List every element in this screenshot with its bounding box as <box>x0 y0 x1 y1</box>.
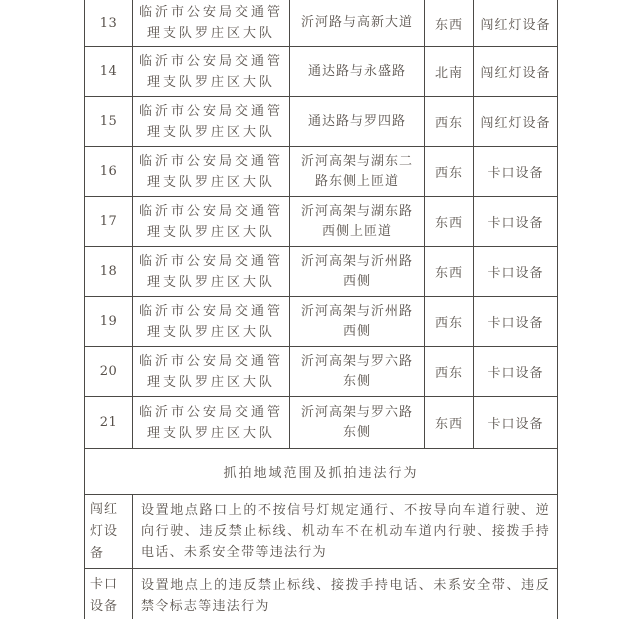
direction-cell: 西东 <box>425 147 474 197</box>
legend-row <box>85 495 558 569</box>
device-type-cell: 卡口设备 <box>474 147 558 197</box>
org-cell: 临沂市公安局交通管理支队罗庄区大队 <box>133 47 290 97</box>
table-row <box>85 397 558 449</box>
location-cell: 沂河路与高新大道 <box>290 0 425 47</box>
org-cell: 临沂市公安局交通管理支队罗庄区大队 <box>133 0 290 47</box>
table-row <box>85 347 558 397</box>
device-type-cell: 卡口设备 <box>474 347 558 397</box>
org-cell: 临沂市公安局交通管理支队罗庄区大队 <box>133 97 290 147</box>
direction-cell: 东西 <box>425 397 474 449</box>
direction-cell: 西东 <box>425 97 474 147</box>
row-number-cell: 15 <box>85 97 133 147</box>
row-number-cell: 18 <box>85 247 133 297</box>
table-row <box>85 0 558 47</box>
org-cell: 临沂市公安局交通管理支队罗庄区大队 <box>133 247 290 297</box>
device-type-cell: 闯红灯设备 <box>474 0 558 47</box>
row-number-cell: 16 <box>85 147 133 197</box>
row-number-cell: 14 <box>85 47 133 97</box>
direction-cell: 东西 <box>425 247 474 297</box>
direction-cell: 东西 <box>425 197 474 247</box>
table-row <box>85 47 558 97</box>
legend-label: 卡口设备 <box>85 569 133 619</box>
location-cell: 沂河高架与沂州路西侧 <box>290 297 425 347</box>
legend-row <box>85 569 558 619</box>
location-cell: 沂河高架与湖东路西侧上匝道 <box>290 197 425 247</box>
location-cell: 沂河高架与罗六路东侧 <box>290 347 425 397</box>
org-cell: 临沂市公安局交通管理支队罗庄区大队 <box>133 147 290 197</box>
table-row <box>85 97 558 147</box>
capture-devices-table <box>84 0 558 619</box>
direction-cell: 西东 <box>425 347 474 397</box>
device-type-cell: 卡口设备 <box>474 297 558 347</box>
location-cell: 沂河高架与罗六路东侧 <box>290 397 425 449</box>
row-number-cell: 21 <box>85 397 133 449</box>
device-type-cell: 闯红灯设备 <box>474 47 558 97</box>
org-cell: 临沂市公安局交通管理支队罗庄区大队 <box>133 347 290 397</box>
org-cell: 临沂市公安局交通管理支队罗庄区大队 <box>133 197 290 247</box>
location-cell: 通达路与罗四路 <box>290 97 425 147</box>
table-row <box>85 247 558 297</box>
device-type-cell: 卡口设备 <box>474 397 558 449</box>
org-cell: 临沂市公安局交通管理支队罗庄区大队 <box>133 397 290 449</box>
table-row <box>85 197 558 247</box>
row-number-cell: 19 <box>85 297 133 347</box>
device-type-cell: 卡口设备 <box>474 197 558 247</box>
table-row <box>85 147 558 197</box>
section-title: 抓拍地域范围及抓拍违法行为 <box>85 449 558 495</box>
row-number-cell: 17 <box>85 197 133 247</box>
direction-cell: 北南 <box>425 47 474 97</box>
table-row <box>85 297 558 347</box>
location-cell: 沂河高架与湖东二路东侧上匝道 <box>290 147 425 197</box>
legend-description: 设置地点上的违反禁止标线、接拨手持电话、未系安全带、违反禁令标志等违法行为 <box>133 569 558 619</box>
row-number-cell: 13 <box>85 0 133 47</box>
section-title-row <box>85 449 558 495</box>
legend-description: 设置地点路口上的不按信号灯规定通行、不按导向车道行驶、逆向行驶、违反禁止标线、机动车不在机动车道内行驶、接拨手持电话、未系安全带等违法行为 <box>133 495 558 569</box>
legend-label: 闯红灯设备 <box>85 495 133 569</box>
device-type-cell: 闯红灯设备 <box>474 97 558 147</box>
org-cell: 临沂市公安局交通管理支队罗庄区大队 <box>133 297 290 347</box>
location-cell: 沂河高架与沂州路西侧 <box>290 247 425 297</box>
row-number-cell: 20 <box>85 347 133 397</box>
device-type-cell: 卡口设备 <box>474 247 558 297</box>
direction-cell: 东西 <box>425 0 474 47</box>
direction-cell: 西东 <box>425 297 474 347</box>
location-cell: 通达路与永盛路 <box>290 47 425 97</box>
